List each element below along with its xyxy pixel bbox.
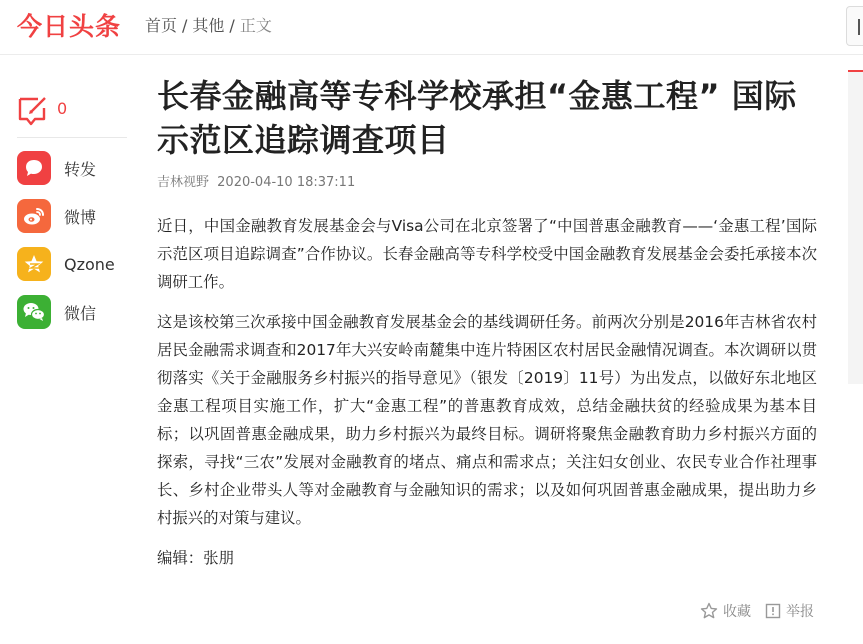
comment-icon (17, 94, 47, 124)
share-weibo[interactable] (17, 198, 127, 234)
repost-icon (17, 151, 51, 185)
breadcrumb-separator: / (182, 16, 188, 35)
article (157, 74, 817, 572)
share-qzone[interactable] (17, 246, 127, 282)
share-repost[interactable] (17, 150, 127, 186)
breadcrumb-current: 正文 (239, 16, 272, 35)
article-paragraph: 近日，中国金融教育发展基金会与Visa公司在北京签署了“中国普惠金融教育——‘金惠工程’国际示范区项目追踪调查”合作协议。长春金融高等专科学校受中国金融教育发展基金会委托承接本次调研工作。 (157, 217, 817, 291)
comment-count: 0 (57, 99, 68, 118)
share-wechat[interactable] (17, 294, 127, 330)
wechat-icon (17, 295, 51, 329)
breadcrumb-category[interactable]: 其他 (192, 16, 225, 35)
article-paragraph: 这是该校第三次承接中国金融教育发展基金会的基线调研任务。前两次分别是2016年吉林省农村居民金融需求调查和2017年大兴安岭南麓集中连片特困区农村居民金融情况调查。本次调研以贯彻落实《关于金融服务乡村振兴的指导意见》（银发〔2019〕11号）为出发点，以做好东北地区金惠工程项目实施工作，扩大“金惠工程”的普惠教育成效，总结金融扶贫的经验成果为基本目标；以巩固普惠金融成果，助力乡村振兴为最终目标。调研将聚焦金融教育助力乡村振兴方面的探索，寻找“三农”发展对金融教育的堵点、痛点和需求点；关注妇女创业、农民专业合作社理事长、乡村企业带头人等对金融教育与金融知识的需求；以及如何巩固普惠金融成果，提出助力乡村振兴的对策与建议。 (157, 313, 817, 527)
favorite-label: 收藏 (723, 604, 751, 620)
qzone-icon (17, 247, 51, 281)
article-time: 2020-04-10 18:37:11 (217, 175, 356, 190)
weibo-icon (17, 199, 51, 233)
comment-button[interactable] (17, 88, 127, 138)
article-title: 长春金融高等专科学校承担“金惠工程” 国际示范区追踪调查项目 (157, 77, 797, 159)
report-button[interactable] (765, 601, 814, 621)
article-editor: 编辑：张朋 (157, 549, 234, 567)
breadcrumb-separator: / (229, 16, 235, 35)
report-label: 举报 (786, 604, 814, 620)
share-repost-label: 转发 (64, 159, 97, 179)
favorite-button[interactable] (700, 601, 751, 621)
share-qzone-label: Qzone (64, 254, 115, 274)
top-bar (0, 0, 863, 55)
article-source[interactable]: 吉林视野 (157, 175, 210, 190)
report-icon (765, 603, 781, 619)
star-icon (700, 602, 718, 620)
site-logo[interactable]: 今日头条 (17, 12, 122, 41)
breadcrumb-home[interactable]: 首页 (145, 16, 178, 35)
search-input[interactable] (846, 6, 863, 46)
share-weibo-label: 微博 (64, 207, 97, 227)
side-panel-edge (848, 70, 863, 384)
breadcrumb (145, 15, 272, 37)
share-wechat-label: 微信 (64, 303, 97, 323)
article-meta (157, 174, 817, 192)
article-actions (700, 601, 814, 621)
share-panel (17, 88, 127, 330)
